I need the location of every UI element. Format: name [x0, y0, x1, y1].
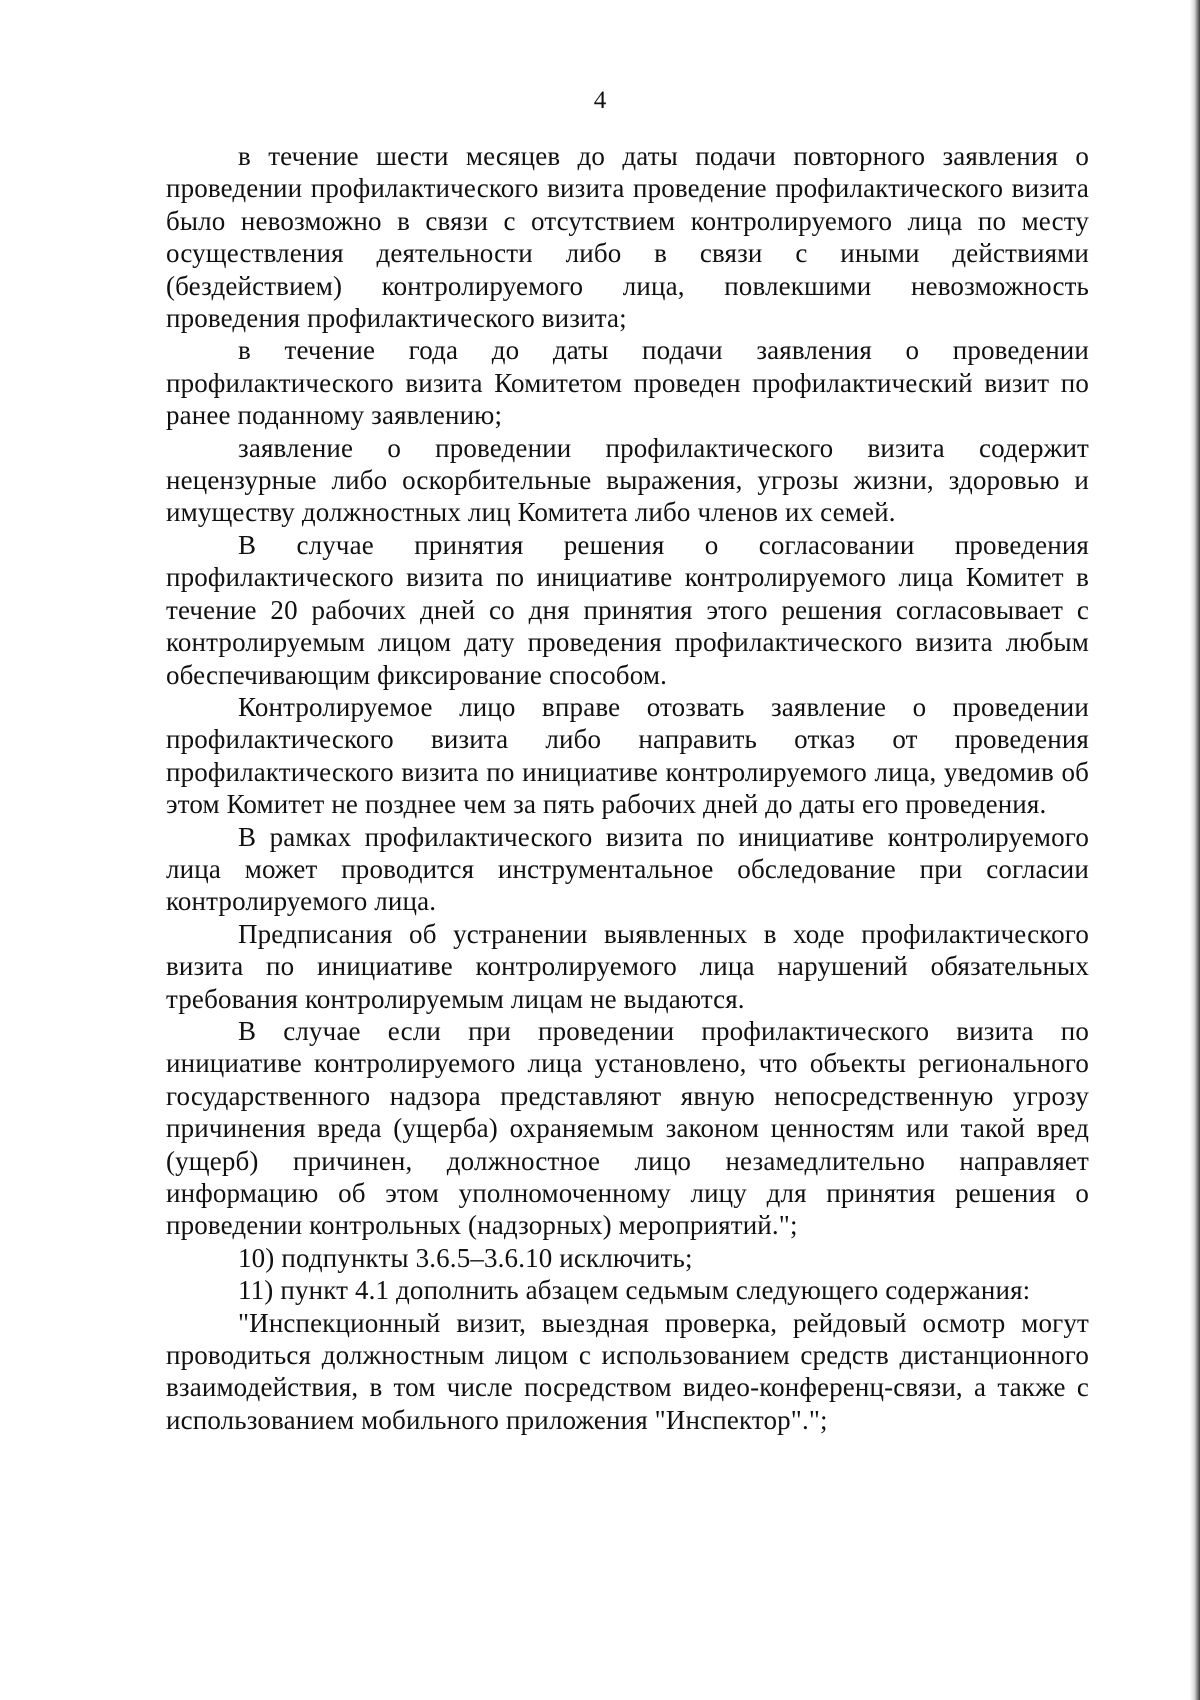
- paragraph-visit-date-agreement: В случае принятия решения о согласовании проведения профилактического визита по инициативе контролируемого лица Комитет в течение 20 рабочих дней со дня принятия этого решения согласовывает с контролируемым лицом дату проведения профилактического визита любым обеспечивающим фиксирование способом.: [166, 529, 1089, 690]
- paragraph-remote-interaction: "Инспекционный визит, выездная проверка, рейдовый осмотр могут проводиться должностным лицом с использованием средств дистанционного взаимодействия, в том числе посредством видео-конференц-связи, а также с использованием мобильного приложения "Инспектор".";: [166, 1307, 1089, 1435]
- paragraph-instrumental-inspection: В рамках профилактического визита по инициативе контролируемого лица может проводится инструментальное обследование при согласии контролируемого лица.: [166, 821, 1089, 917]
- paragraph-application-withdrawal: Контролируемое лицо вправе отозвать заявление о проведении профилактического визита либо направить отказ от проведения профилактического визита по инициативе контролируемого лица, уведомив об этом Комитет не позднее чем за пять рабочих дней до даты его проведения.: [166, 691, 1089, 820]
- document-body: [166, 140, 1089, 1436]
- page-number: 4: [593, 87, 607, 114]
- paragraph-no-orders-issued: Предписания об устранении выявленных в ходе профилактического визита по инициативе контролируемого лица нарушений обязательных требования контролируемым лицам не выдаются.: [166, 918, 1089, 1014]
- paragraph-clause-4-1-addition: 11) пункт 4.1 дополнить абзацем седьмым следующего содержания:: [238, 1275, 1031, 1306]
- paragraph-previous-visit-condition: в течение года до даты подачи заявления о проведении профилактического визита Комитетом проведен профилактический визит по ранее поданному заявлению;: [166, 335, 1089, 431]
- paragraph-repeat-application-condition: в течение шести месяцев до даты подачи повторного заявления о проведении профилактического визита проведение профилактического визита было невозможно в связи с отсутствием контролируемого лица по месту осуществления деятельности либо в связи с иными действиями (бездействием) контролируемого лица, повлекшими невозможность проведения профилактического визита;: [166, 141, 1089, 334]
- paragraph-immediate-threat: В случае если при проведении профилактического визита по инициативе контролируемого лица установлено, что объекты регионального государственного надзора представляют явную непосредственную угрозу причинения вреда (ущерба) охраняемым законом ценностям или такой вред (ущерб) причинен, должностное лицо незамедлительно направляет информацию об этом уполномоченному лицу для принятия решения о проведении контрольных (надзорных) мероприятий.";: [166, 1015, 1089, 1241]
- paragraph-offensive-content-condition: заявление о проведении профилактического визита содержит нецензурные либо оскорбительные выражения, угрозы жизни, здоровью и имуществу должностных лиц Комитета либо членов их семей.: [166, 432, 1089, 528]
- scan-edge-shadow: [1190, 0, 1200, 1700]
- paragraph-subclauses-excluded: 10) подпункты 3.6.5–3.6.10 исключить;: [238, 1242, 693, 1273]
